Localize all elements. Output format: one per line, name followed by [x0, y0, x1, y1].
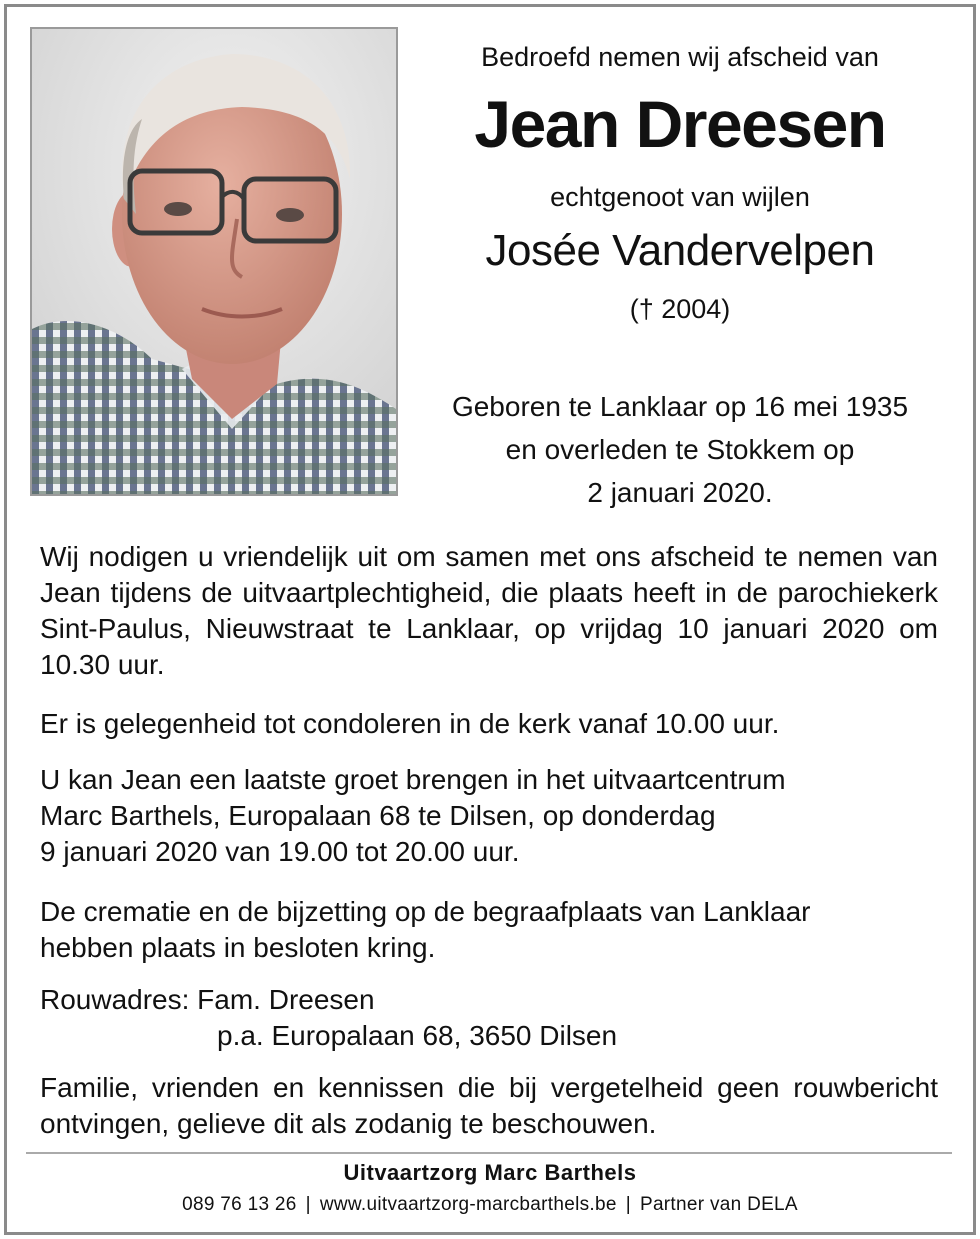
cremation-paragraph: [40, 894, 938, 966]
deceased-name: Jean Dreesen: [474, 87, 886, 161]
birth-death-block: [400, 385, 960, 514]
spouse-death-year: († 2004): [629, 294, 731, 324]
footer-divider: [26, 1152, 952, 1154]
birth-line: Geboren te Lanklaar op 16 mei 1935: [451, 391, 909, 422]
footer-contact-line: [0, 1194, 980, 1216]
mourning-address: [40, 982, 938, 1054]
cremation-line: hebben plaats in besloten kring.: [40, 932, 436, 963]
funeral-company-name: Uitvaartzorg Marc Barthels: [343, 1160, 637, 1185]
visit-line: U kan Jean een laatste groet brengen in het uitvaartcentrum: [40, 764, 786, 795]
closing-paragraph: Familie, vrienden en kennissen die bij vergetelheid geen rouwbericht ontvingen, gelieve dit als zodanig te beschouwen.: [40, 1072, 938, 1139]
separator: |: [305, 1194, 311, 1215]
portrait-photo: [30, 27, 398, 496]
spouse-name: Josée Vandervelpen: [485, 226, 875, 275]
condolences-paragraph: Er is gelegenheid tot condoleren in de kerk vanaf 10.00 uur.: [40, 708, 780, 739]
phone-number: 089 76 13 26: [182, 1194, 297, 1215]
funeral-paragraph: Wij nodigen u vriendelijk uit om samen met ons afscheid te nemen van Jean tijdens de uitvaartplechtigheid, die plaats heeft in de parochiekerk Sint-Paulus, Nieuwstraat te Lanklaar, op vrijdag 10 januari 2020 om 10.30 uur.: [40, 541, 938, 680]
address-line: Rouwadres: Fam. Dreesen: [40, 984, 375, 1015]
death-line: en overleden te Stokkem op: [505, 434, 855, 465]
website-link[interactable]: www.uitvaartzorg-marcbarthels.be: [319, 1194, 617, 1215]
partner-text: Partner van DELA: [639, 1194, 798, 1215]
death-date-line: 2 januari 2020.: [587, 477, 773, 508]
separator: |: [625, 1194, 631, 1215]
visit-paragraph: [40, 762, 938, 870]
intro-line: Bedroefd nemen wij afscheid van: [481, 42, 879, 72]
visit-line: Marc Barthels, Europalaan 68 te Dilsen, op donderdag: [40, 800, 716, 831]
visit-line: 9 januari 2020 van 19.00 tot 20.00 uur.: [40, 836, 520, 867]
address-line: p.a. Europalaan 68, 3650 Dilsen: [217, 1020, 618, 1051]
spouse-intro-line: echtgenoot van wijlen: [550, 182, 810, 212]
cremation-line: De crematie en de bijzetting op de begraafplaats van Lanklaar: [40, 896, 811, 927]
